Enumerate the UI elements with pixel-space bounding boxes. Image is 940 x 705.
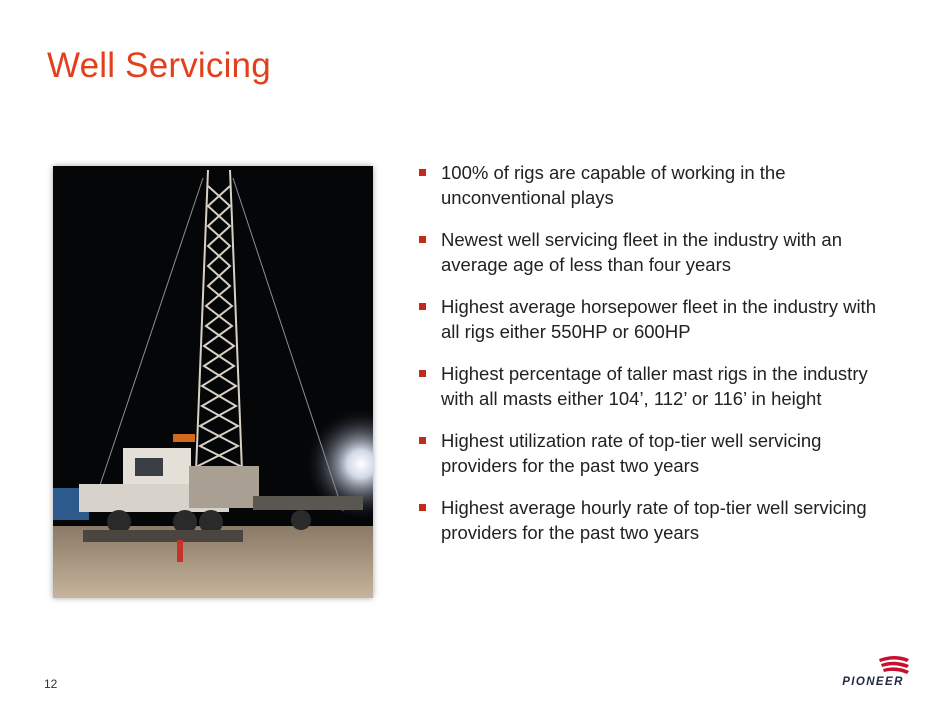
well-servicing-rig-photo: [53, 166, 373, 598]
pioneer-logo: [833, 655, 913, 691]
bullet-item: [418, 294, 878, 344]
bullet-item: [418, 160, 878, 210]
slide-title: Well Servicing: [47, 46, 271, 85]
bullet-item: [418, 227, 878, 277]
square-bullet-icon: [419, 236, 426, 243]
bullet-list: [418, 160, 878, 562]
bullet-item: [418, 361, 878, 411]
logo-swoosh-icon: [877, 655, 911, 675]
square-bullet-icon: [419, 169, 426, 176]
bullet-text: Highest average horsepower fleet in the industry with all rigs either 550HP or 600HP: [441, 296, 876, 342]
bullet-item: [418, 495, 878, 545]
bullet-text: Highest average hourly rate of top-tier well servicing providers for the past two years: [441, 497, 867, 543]
square-bullet-icon: [419, 370, 426, 377]
page-number: 12: [44, 677, 58, 691]
bullet-text: 100% of rigs are capable of working in the unconventional plays: [441, 162, 786, 208]
square-bullet-icon: [419, 303, 426, 310]
bullet-text: Highest percentage of taller mast rigs in the industry with all masts either 104’, 112’ or 116’ in height: [441, 363, 868, 409]
bullet-text: Highest utilization rate of top-tier well servicing providers for the past two years: [441, 430, 822, 476]
square-bullet-icon: [419, 437, 426, 444]
square-bullet-icon: [419, 504, 426, 511]
bullet-item: [418, 428, 878, 478]
logo-wordmark: PIONEER: [842, 676, 904, 688]
bullet-text: Newest well servicing fleet in the industry with an average age of less than four years: [441, 229, 843, 275]
